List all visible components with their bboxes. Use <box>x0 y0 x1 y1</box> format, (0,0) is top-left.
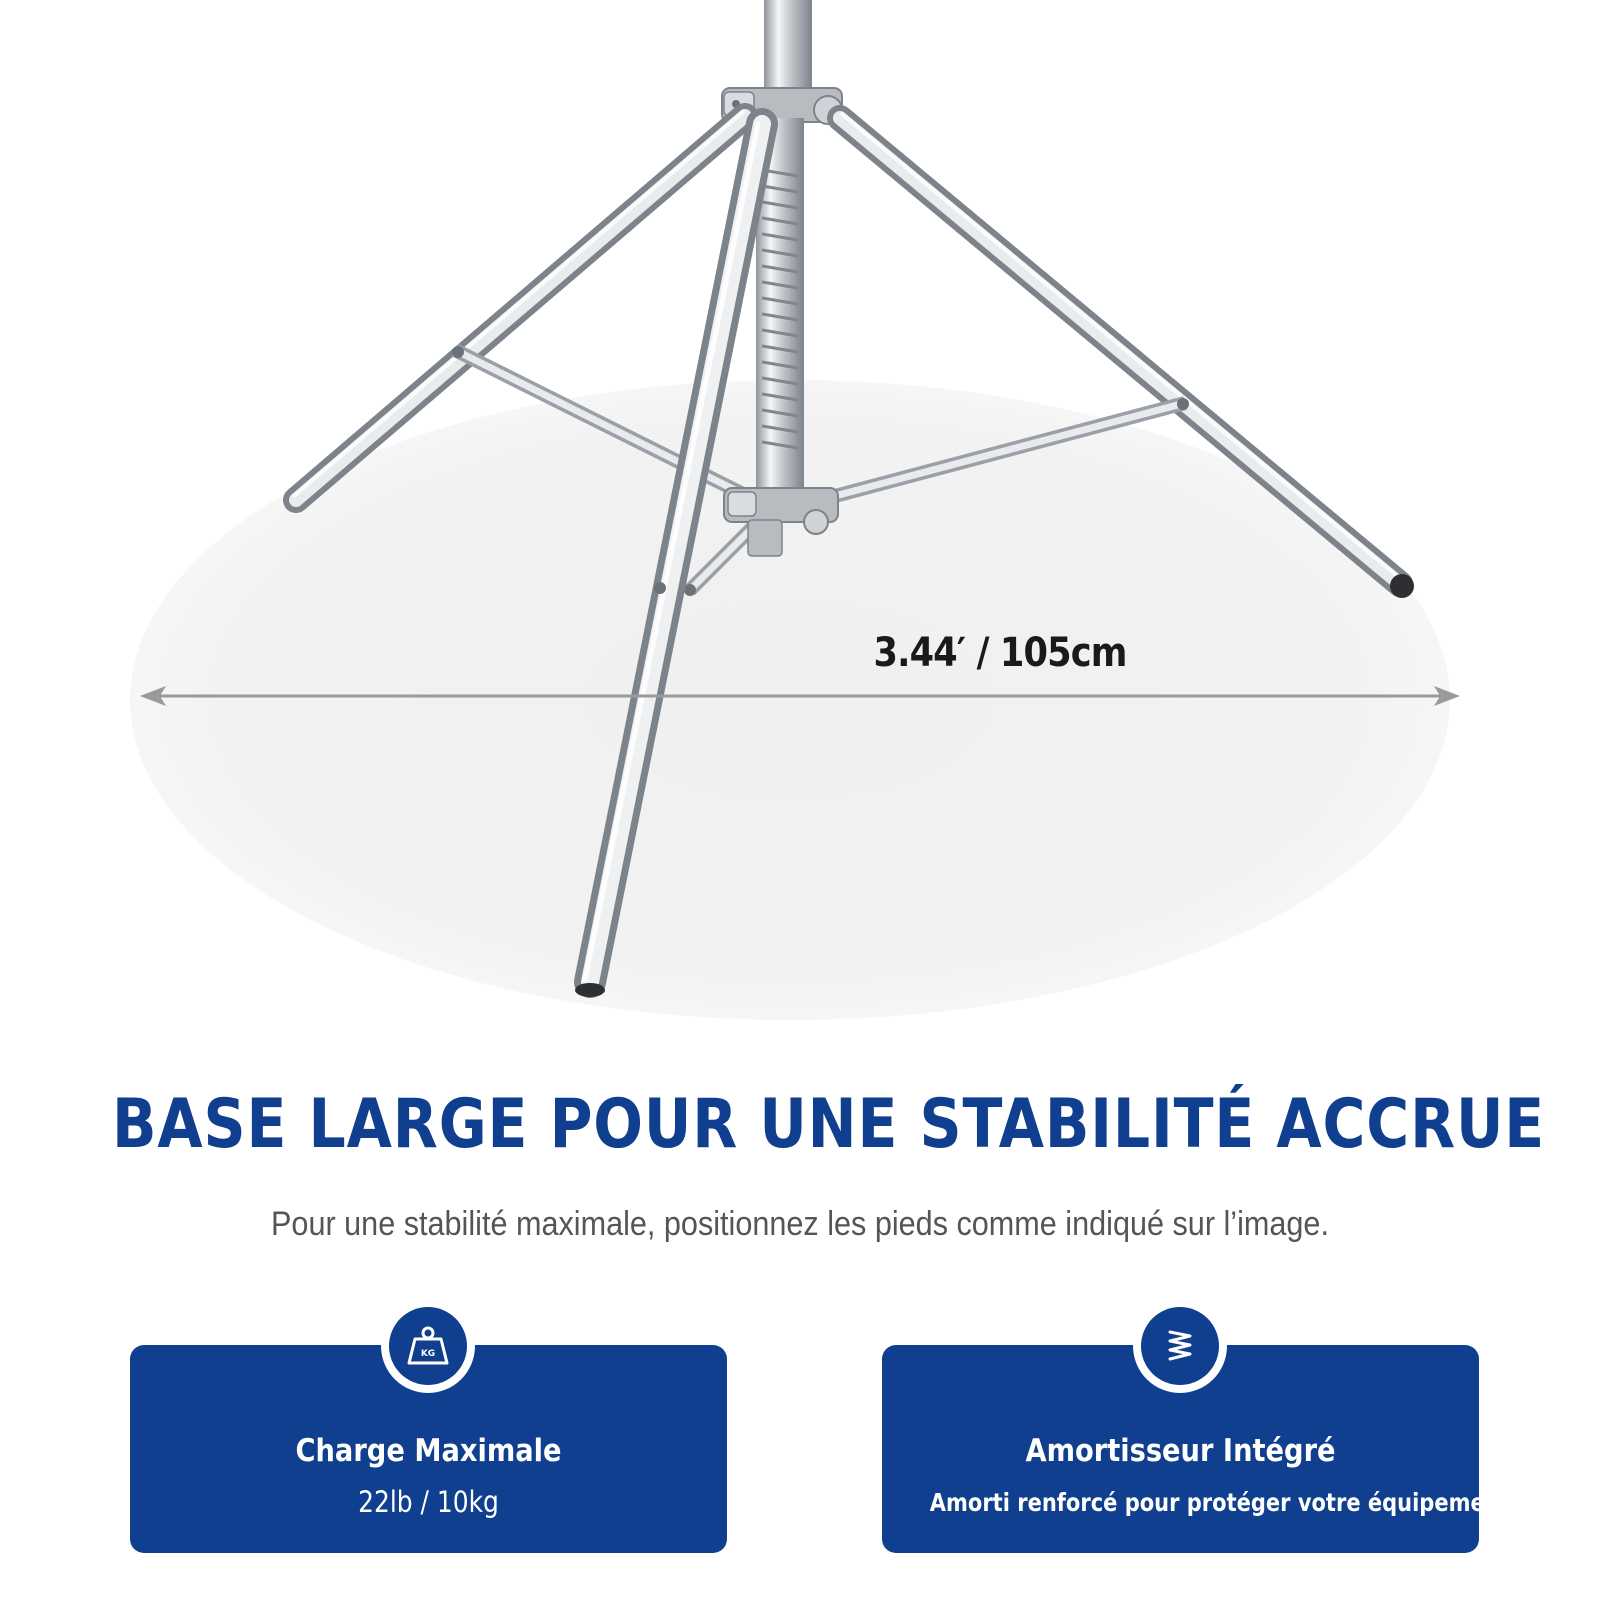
feature-value-max-load: 22lb / 10kg <box>358 1485 499 1519</box>
stand-column-upper <box>764 0 812 100</box>
weight-icon-label: KG <box>420 1349 436 1359</box>
feature-desc-shock-absorber: Amorti renforcé pour protéger votre équipement. <box>929 1488 1518 1517</box>
feature-card-max-load <box>130 1345 727 1553</box>
spring-icon <box>1133 1299 1227 1393</box>
weight-kg-icon <box>381 1299 475 1393</box>
page-headline: BASE LARGE POUR UNE STABILITÉ ACCRUE <box>112 1085 1546 1164</box>
feature-title-shock-absorber: Amortisseur Intégré <box>1025 1433 1336 1469</box>
page-subheadline: Pour une stabilité maximale, positionnez les pieds comme indiqué sur l’image. <box>271 1205 1329 1243</box>
feature-title-max-load: Charge Maximale <box>295 1433 562 1469</box>
feature-card-shock-absorber <box>882 1345 1518 1553</box>
dimension-label: 3.44′ / 105cm <box>873 630 1127 676</box>
